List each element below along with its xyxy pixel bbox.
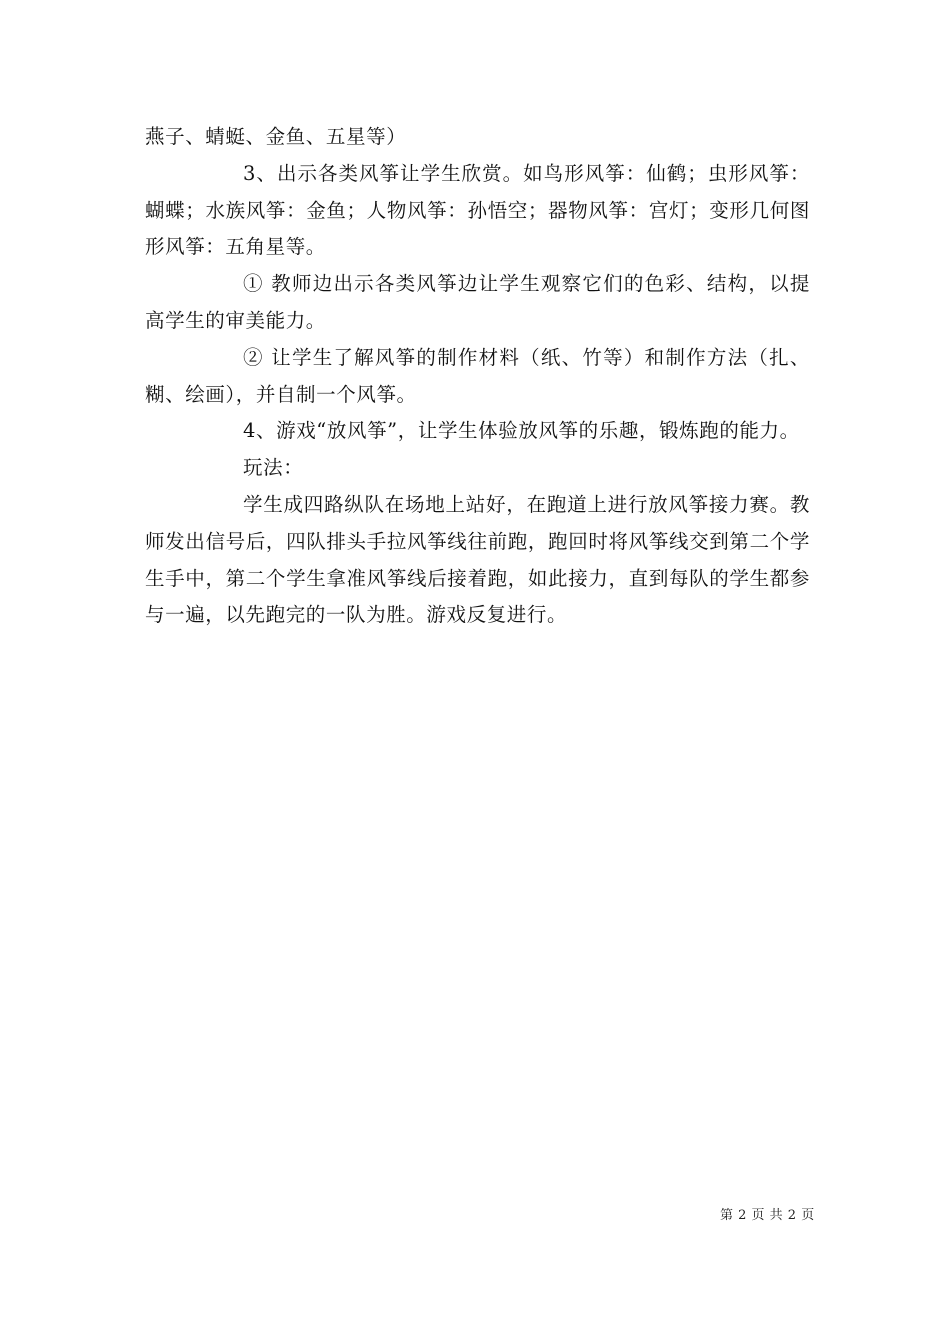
paragraph-rules-heading: 玩法： [243,456,304,480]
page-number-footer: 第 2 页 共 2 页 [720,1208,815,1223]
paragraph-rules-detail: 学生成四路纵队在场地上站好，在跑道上进行放风筝接力赛。教师发出信号后，四队排头手拉风筝线往前跑，跑回时将风筝线交到第二个学生手中，第二个学生拿准风筝线后接着跑，如此接力，直到每队的学生都参与一遍，以先跑完的一队为胜。游戏反复进行。 [145,492,810,627]
document-body [145,119,810,634]
paragraph-kite-game: 4、游戏“放风筝”，让学生体验放风筝的乐趣，锻炼跑的能力。 [243,419,800,443]
paragraph-observe-colors: ① 教师边出示各类风筝边让学生观察它们的色彩、结构，以提高学生的审美能力。 [145,272,810,332]
paragraph-kite-making: ② 让学生了解风筝的制作材料（纸、竹等）和制作方法（扎、糊、绘画），并自制一个风筝。 [145,345,810,406]
paragraph-continuation: 燕子、蜻蜓、金鱼、五星等） [145,125,407,148]
paragraph-kite-appreciation: 3、出示各类风筝让学生欣赏。如鸟形风筝：仙鹤；虫形风筝：蝴蝶；水族风筝：金鱼；人物风筝：孙悟空；器物风筝：宫灯；变形几何图形风筝：五角星等。 [145,161,810,259]
